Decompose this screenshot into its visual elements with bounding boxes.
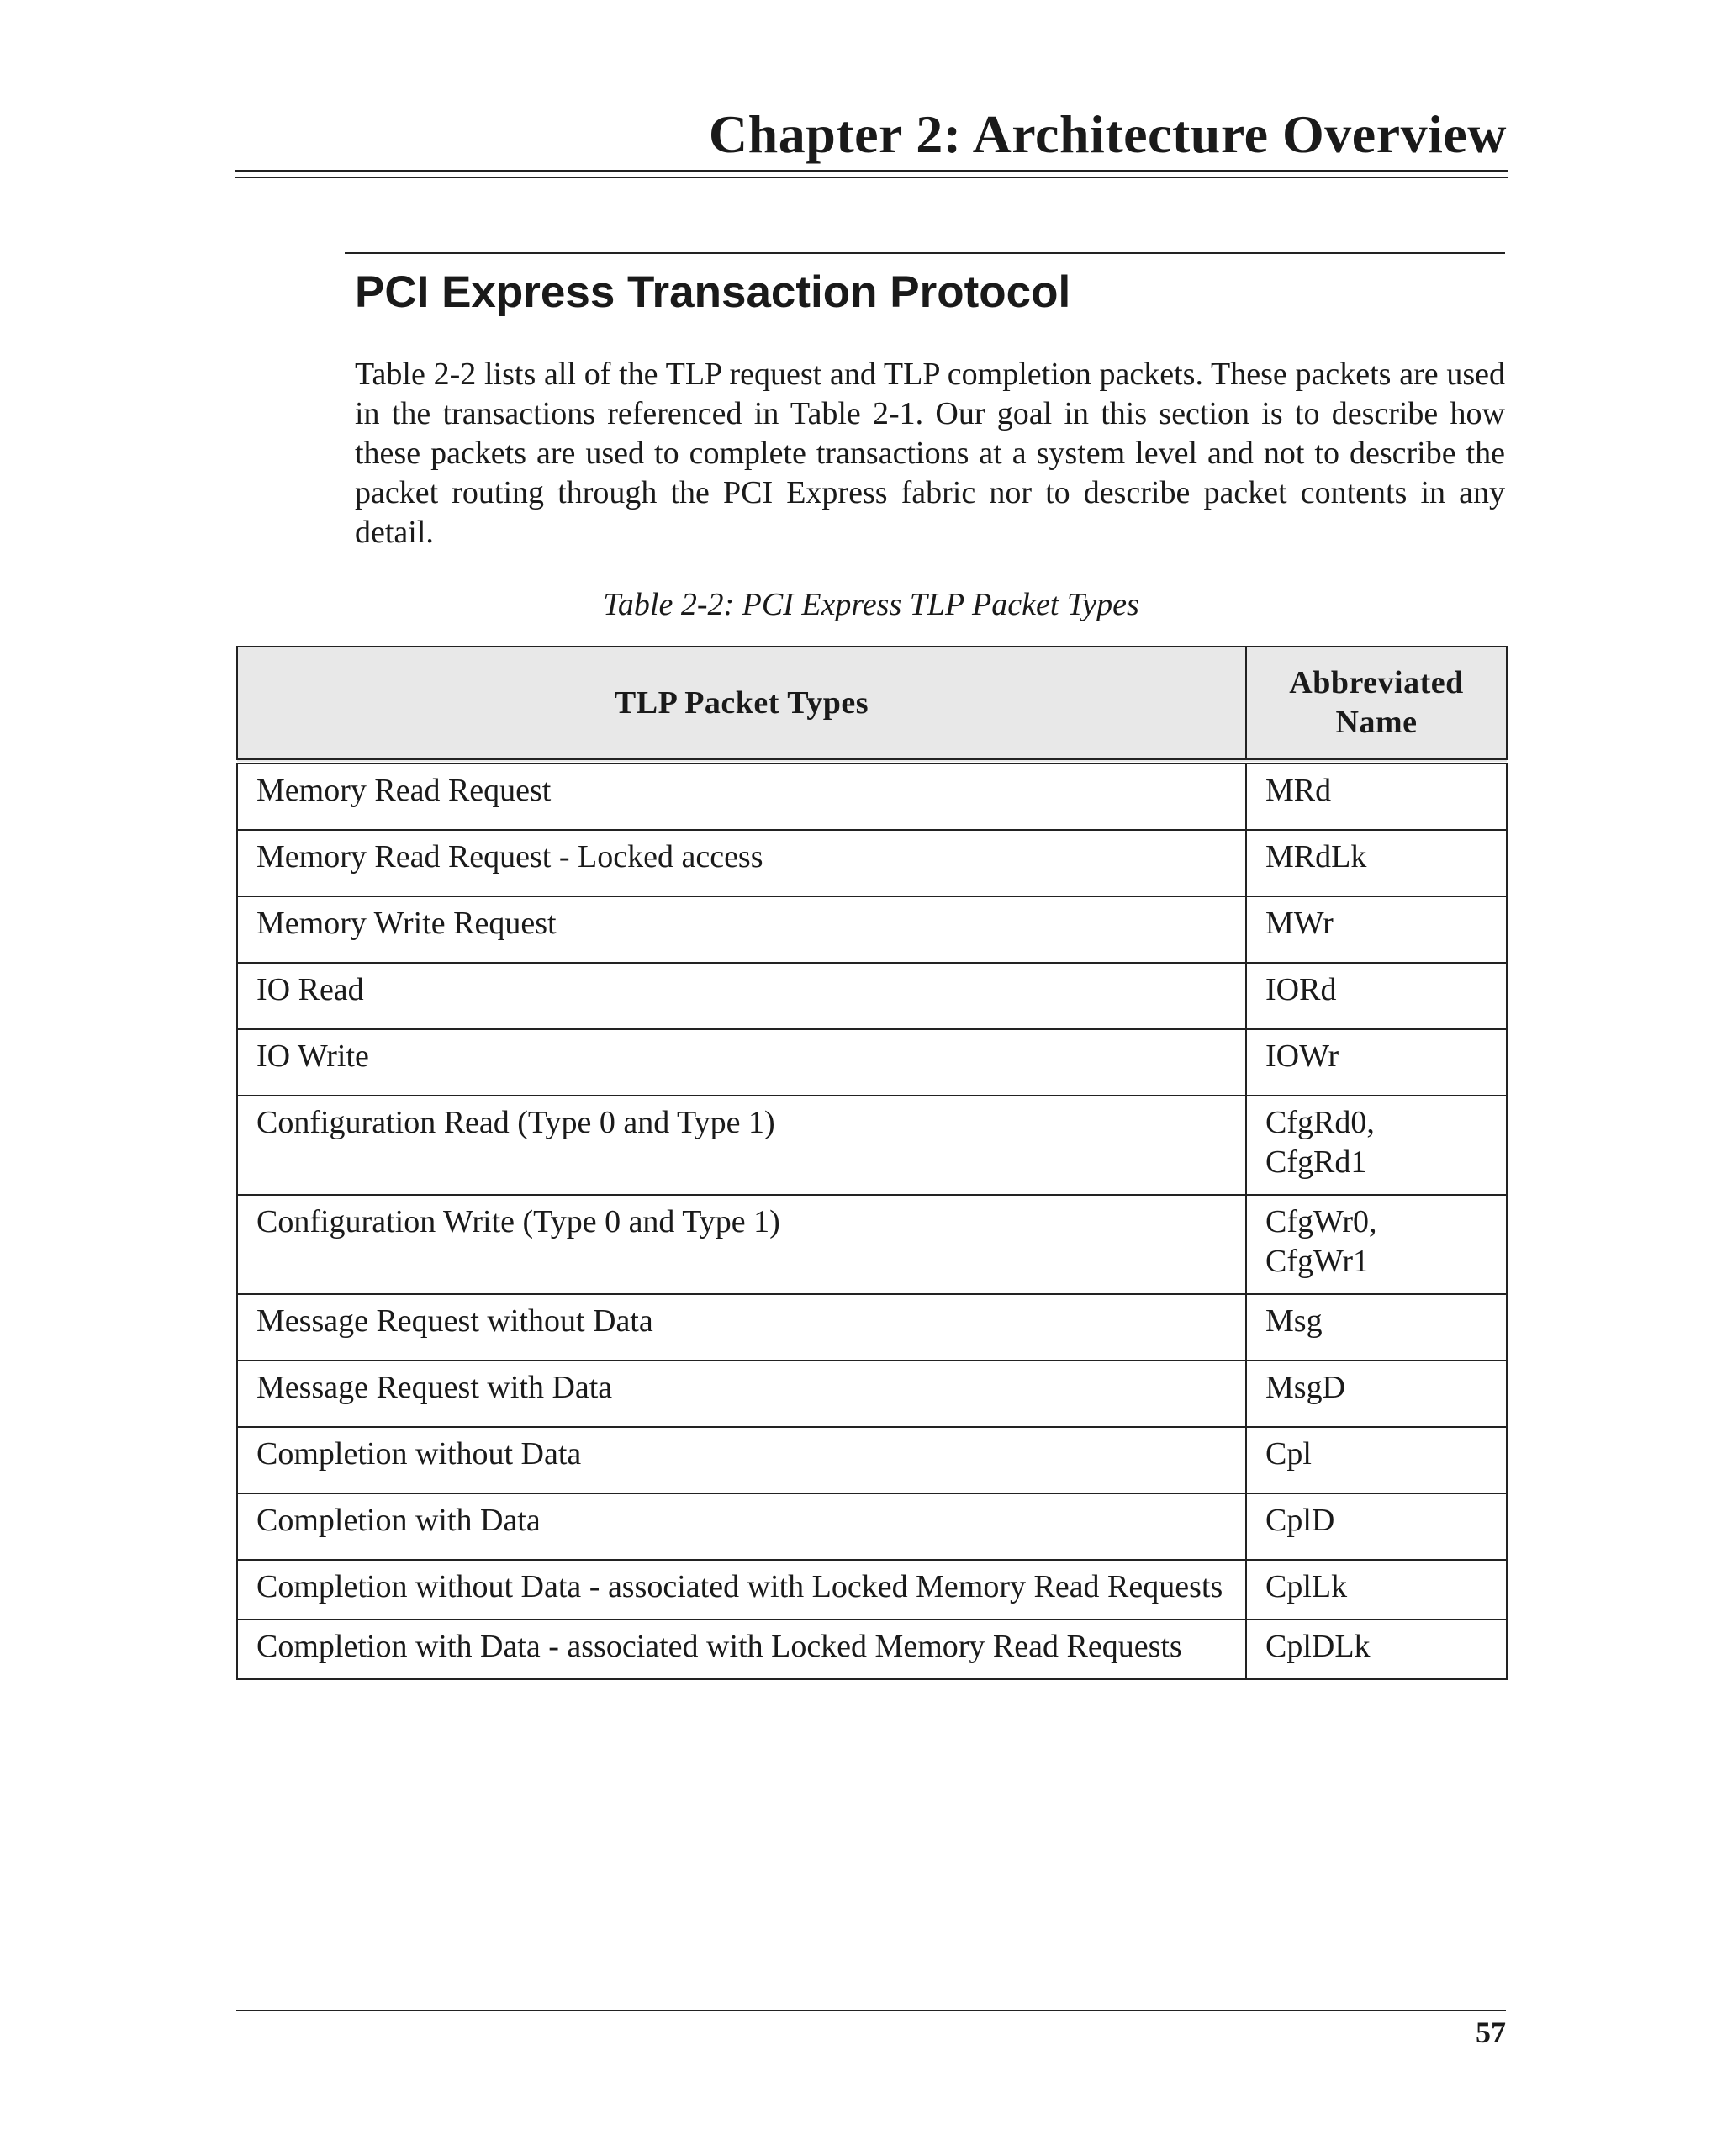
table-caption: Table 2-2: PCI Express TLP Packet Types <box>603 587 1139 622</box>
abbrev-line: IOWr <box>1265 1038 1339 1074</box>
cell-abbreviated-name <box>1246 1560 1507 1620</box>
header-abbrev-line-2: Name <box>1335 705 1418 740</box>
tlp-packet-types-table <box>236 646 1508 1680</box>
abbrev-line: CfgWr1 <box>1265 1244 1369 1279</box>
table-row <box>237 1096 1507 1195</box>
abbrev-line: CplDLk <box>1265 1629 1371 1664</box>
cell-abbreviated-name <box>1246 1620 1507 1679</box>
abbrev-line: MRd <box>1265 773 1332 808</box>
table-row <box>237 1029 1507 1096</box>
chapter-rule-secondary <box>235 177 1508 178</box>
cell-packet-type: Memory Write Request <box>237 896 1246 963</box>
cell-packet-type: IO Read <box>237 963 1246 1029</box>
table-row <box>237 1294 1507 1361</box>
table-row <box>237 1620 1507 1679</box>
header-abbrev-line-1: Abbreviated <box>1289 665 1464 700</box>
header-abbreviated-name <box>1246 647 1507 762</box>
cell-packet-type: IO Write <box>237 1029 1246 1096</box>
cell-abbreviated-name <box>1246 963 1507 1029</box>
cell-abbreviated-name <box>1246 1361 1507 1427</box>
cell-abbreviated-name <box>1246 1493 1507 1560</box>
cell-packet-type: Completion without Data <box>237 1427 1246 1493</box>
abbrev-line: CfgWr0, <box>1265 1204 1377 1239</box>
table-row <box>237 1560 1507 1620</box>
body-paragraph: Table 2-2 lists all of the TLP request and TLP completion packets. These packets are used in the transactions referenced in Table 2-1. Our goal in this section is to describe how these packets are used to complete transactions at a system level and not to describe the packet routing through the PCI Express fabric nor to describe packet contents in any detail. <box>355 357 1505 550</box>
abbrev-line: CplD <box>1265 1503 1335 1538</box>
cell-abbreviated-name <box>1246 1427 1507 1493</box>
cell-packet-type: Completion with Data - associated with Locked Memory Read Requests <box>237 1620 1246 1679</box>
cell-packet-type: Configuration Read (Type 0 and Type 1) <box>237 1096 1246 1195</box>
abbrev-line: CfgRd1 <box>1265 1144 1367 1180</box>
abbrev-line: MRdLk <box>1265 839 1367 875</box>
table-row <box>237 1361 1507 1427</box>
table-row <box>237 1195 1507 1294</box>
table-row <box>237 762 1507 831</box>
section-rule <box>345 252 1505 254</box>
cell-abbreviated-name <box>1246 1294 1507 1361</box>
table-header-row <box>237 647 1507 762</box>
table-row <box>237 1493 1507 1560</box>
table-row <box>237 896 1507 963</box>
section-title: PCI Express Transaction Protocol <box>355 267 1071 317</box>
cell-abbreviated-name <box>1246 1096 1507 1195</box>
abbrev-line: CplLk <box>1265 1569 1348 1604</box>
cell-packet-type: Configuration Write (Type 0 and Type 1) <box>237 1195 1246 1294</box>
cell-packet-type: Memory Read Request - Locked access <box>237 830 1246 896</box>
cell-packet-type: Completion with Data <box>237 1493 1246 1560</box>
abbrev-line: Msg <box>1265 1303 1323 1339</box>
table-row <box>237 1427 1507 1493</box>
cell-packet-type: Message Request without Data <box>237 1294 1246 1361</box>
abbrev-line: Cpl <box>1265 1436 1312 1472</box>
table-row <box>237 830 1507 896</box>
cell-abbreviated-name <box>1246 1195 1507 1294</box>
cell-abbreviated-name <box>1246 1029 1507 1096</box>
header-tlp-packet-types: TLP Packet Types <box>237 647 1246 762</box>
abbrev-line: MsgD <box>1265 1370 1346 1405</box>
cell-packet-type: Completion without Data - associated with Locked Memory Read Requests <box>237 1560 1246 1620</box>
abbrev-line: MWr <box>1265 906 1334 941</box>
cell-abbreviated-name <box>1246 762 1507 831</box>
abbrev-line: CfgRd0, <box>1265 1105 1375 1140</box>
table-row <box>237 963 1507 1029</box>
chapter-title: Chapter 2: Architecture Overview <box>708 104 1507 164</box>
cell-packet-type: Message Request with Data <box>237 1361 1246 1427</box>
page-number: 57 <box>1476 2016 1506 2049</box>
abbrev-line: IORd <box>1265 972 1337 1007</box>
table-body <box>237 762 1507 1680</box>
cell-abbreviated-name <box>1246 896 1507 963</box>
cell-packet-type: Memory Read Request <box>237 762 1246 831</box>
chapter-rule <box>235 170 1508 172</box>
cell-abbreviated-name <box>1246 830 1507 896</box>
